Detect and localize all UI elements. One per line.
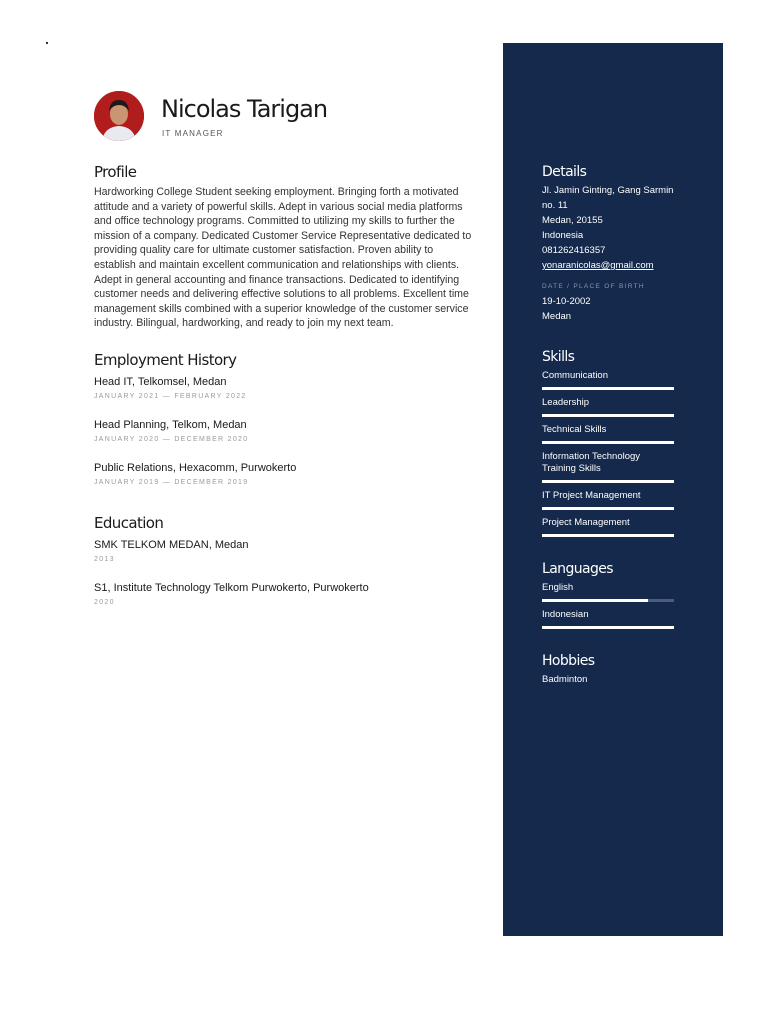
education-date: 2020: [94, 599, 115, 606]
profile-text: Hardworking College Student seeking employment. Bringing forth a motivated attitude and a variety of powerful skills. Adept in various social media platforms and office technology programs. Committed to utilizing my skills to further the mission of a company. Dedicated Customer Service Representative dedicated to providing quality care for ultimate customer satisfaction. Proven ability to establish and maintain excellent communication and relationships with clients. Adept in general accounting and finance transactions. Dedicated to identifying customer needs and delivering effective solutions to all problems. Excellent time management skills combined with a superior knowledge of the customer service industry. Bilingual, hardworking, and ready to join my next team.: [94, 186, 472, 330]
skills-heading: Skills: [542, 349, 575, 365]
skill-label: Information Technology Training Skills: [542, 451, 641, 474]
stray-dot: [46, 42, 48, 44]
job-title: IT MANAGER: [162, 129, 224, 138]
skill-bar-fill: [542, 480, 674, 483]
sidebar: [503, 43, 723, 936]
language-item: [542, 609, 674, 629]
skill-bar: [542, 387, 674, 390]
skill-item: [542, 370, 674, 390]
address-line-2: no. 11: [542, 200, 568, 211]
skill-bar: [542, 414, 674, 417]
skill-bar-fill: [542, 441, 674, 444]
employment-title: Head Planning, Telkom, Medan: [94, 419, 247, 431]
skill-label: IT Project Management: [542, 490, 641, 501]
education-date: 2013: [94, 556, 115, 563]
email-link[interactable]: yonaranicolas@gmail.com: [542, 260, 654, 271]
skill-item: [542, 397, 674, 417]
employment-item: [94, 462, 296, 486]
skill-label: Leadership: [542, 397, 590, 408]
language-bar: [542, 626, 674, 629]
employment-item: [94, 376, 247, 400]
skill-label: Technical Skills: [542, 424, 607, 435]
skill-bar-fill: [542, 414, 674, 417]
education-item: [94, 582, 369, 606]
details-heading: Details: [542, 164, 587, 180]
employment-title: Head IT, Telkomsel, Medan: [94, 376, 227, 388]
skill-item: [542, 424, 674, 444]
language-bar-fill: [542, 599, 648, 602]
full-name: Nicolas Tarigan: [161, 95, 328, 123]
skill-bar-fill: [542, 534, 674, 537]
avatar: [94, 91, 144, 141]
education-heading: Education: [94, 514, 164, 532]
skill-bar-fill: [542, 507, 674, 510]
skill-bar: [542, 507, 674, 510]
education-title: S1, Institute Technology Telkom Purwokerto, Purwokerto: [94, 582, 369, 594]
language-label: English: [542, 582, 574, 593]
profile-heading: Profile: [94, 163, 137, 181]
skill-item: [542, 451, 674, 483]
skill-item: [542, 490, 674, 510]
employment-date: JANUARY 2020 — DECEMBER 2020: [94, 436, 249, 443]
skill-label: Communication: [542, 370, 608, 381]
city: Medan, 20155: [542, 215, 603, 226]
employment-heading: Employment History: [94, 351, 237, 369]
employment-date: JANUARY 2021 — FEBRUARY 2022: [94, 393, 247, 400]
language-bar: [542, 599, 674, 602]
language-item: [542, 582, 674, 602]
hobbies-heading: Hobbies: [542, 653, 595, 669]
phone: 081262416357: [542, 245, 606, 256]
education-item: [94, 539, 248, 563]
skill-bar: [542, 534, 674, 537]
avatar-photo: [94, 91, 144, 141]
skill-bar-fill: [542, 387, 674, 390]
address-line-1: Jl. Jamin Ginting, Gang Sarmin: [542, 185, 674, 196]
skill-item: [542, 517, 674, 537]
skill-label: Project Management: [542, 517, 630, 528]
skill-bar: [542, 441, 674, 444]
languages-heading: Languages: [542, 561, 613, 577]
employment-item: [94, 419, 248, 443]
hobbies-text: Badminton: [542, 674, 588, 685]
dob-label: DATE / PLACE OF BIRTH: [542, 283, 645, 290]
language-bar-fill: [542, 626, 674, 629]
language-label: Indonesian: [542, 609, 589, 620]
employment-date: JANUARY 2019 — DECEMBER 2019: [94, 479, 249, 486]
date-of-birth: 19-10-2002: [542, 296, 591, 307]
country: Indonesia: [542, 230, 584, 241]
education-title: SMK TELKOM MEDAN, Medan: [94, 539, 249, 551]
skill-bar: [542, 480, 674, 483]
place-of-birth: Medan: [542, 311, 572, 322]
employment-title: Public Relations, Hexacomm, Purwokerto: [94, 462, 297, 474]
